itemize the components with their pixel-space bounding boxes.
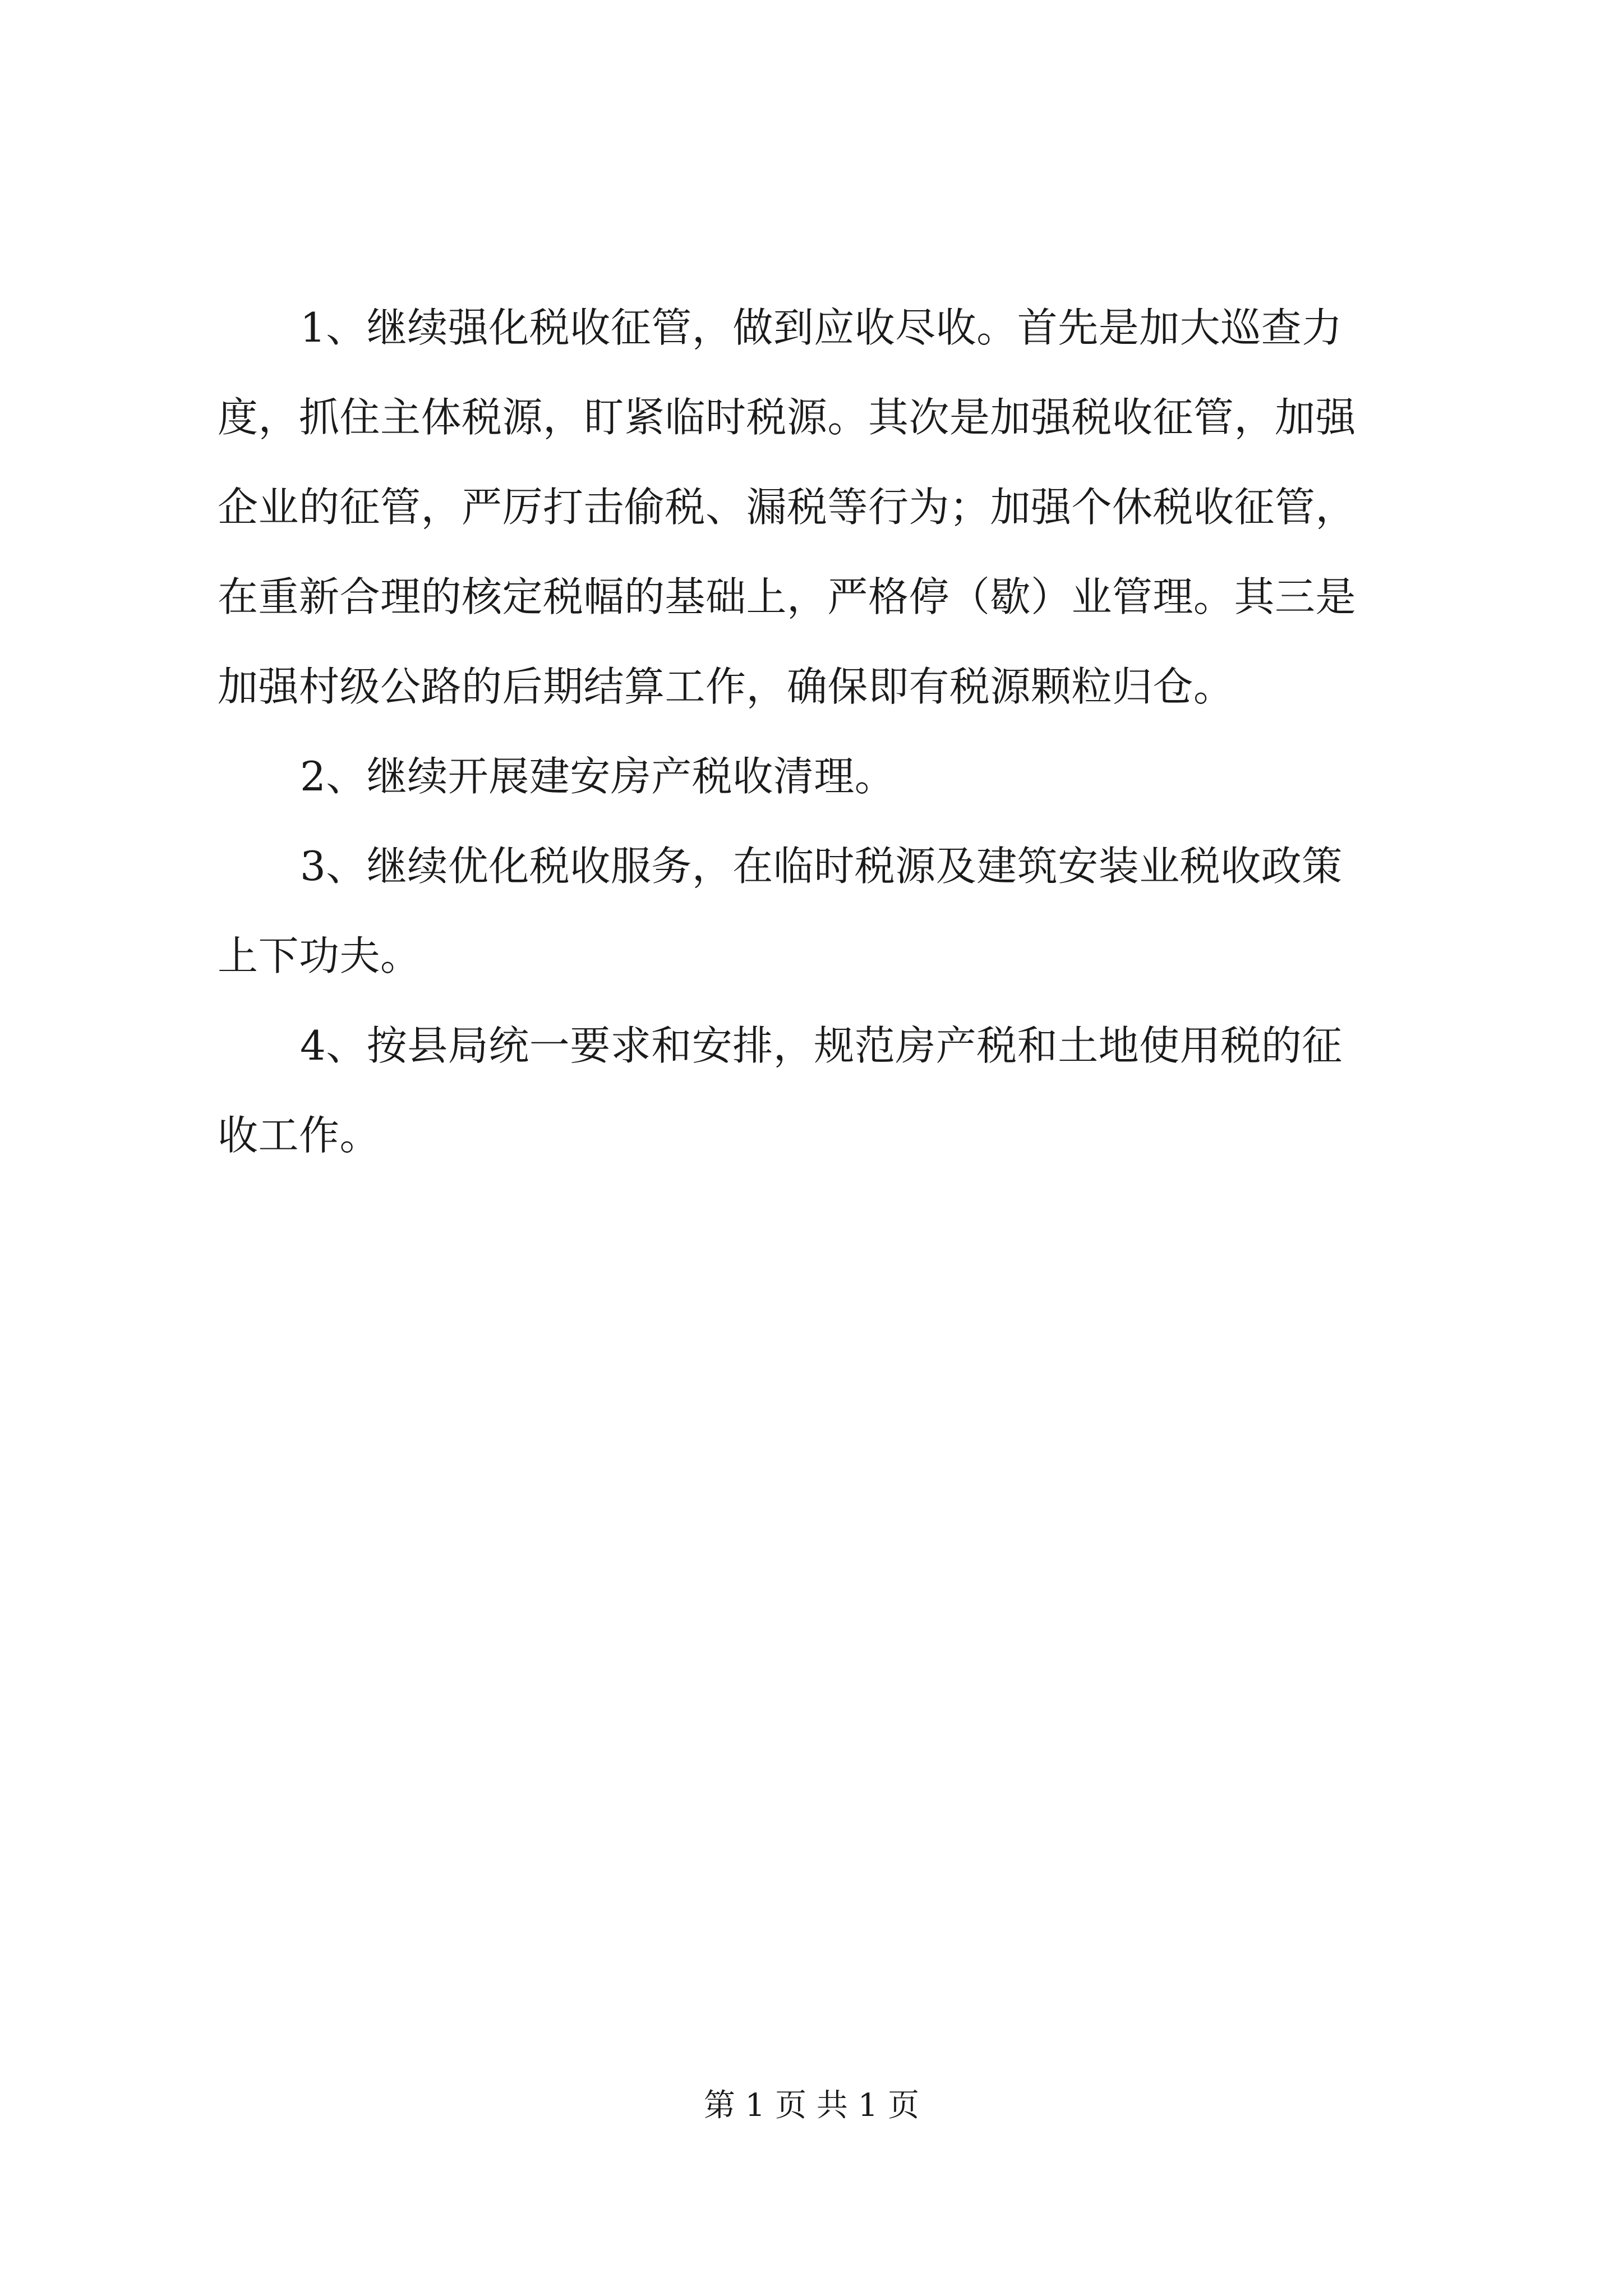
item-1-line-2: 度，抓住主体税源，盯紧临时税源。其次是加强税收征管，加强 xyxy=(218,394,1357,441)
item-1-line-1: 1、继续强化税收征管，做到应收尽收。首先是加大巡查力 xyxy=(300,304,1343,351)
page-footer: 第 1 页 共 1 页 xyxy=(703,2087,920,2124)
item-2-line-1: 2、继续开展建安房产税收清理。 xyxy=(300,753,896,800)
item-3-line-2: 上下功夫。 xyxy=(218,932,421,979)
item-1-line-5: 加强村级公路的后期结算工作，确保即有税源颗粒归仓。 xyxy=(218,663,1234,710)
item-4-line-1: 4、按县局统一要求和安排，规范房产税和土地使用税的征 xyxy=(300,1022,1343,1069)
item-3-line-1: 3、继续优化税收服务，在临时税源及建筑安装业税收政策 xyxy=(300,843,1343,890)
item-1-line-3: 企业的征管，严厉打击偷税、漏税等行为；加强个休税收征管， xyxy=(218,484,1357,531)
item-4-line-2: 收工作。 xyxy=(218,1112,381,1159)
item-1-line-4: 在重新合理的核定税幅的基础上，严格停（歇）业管理。其三是 xyxy=(218,573,1357,620)
